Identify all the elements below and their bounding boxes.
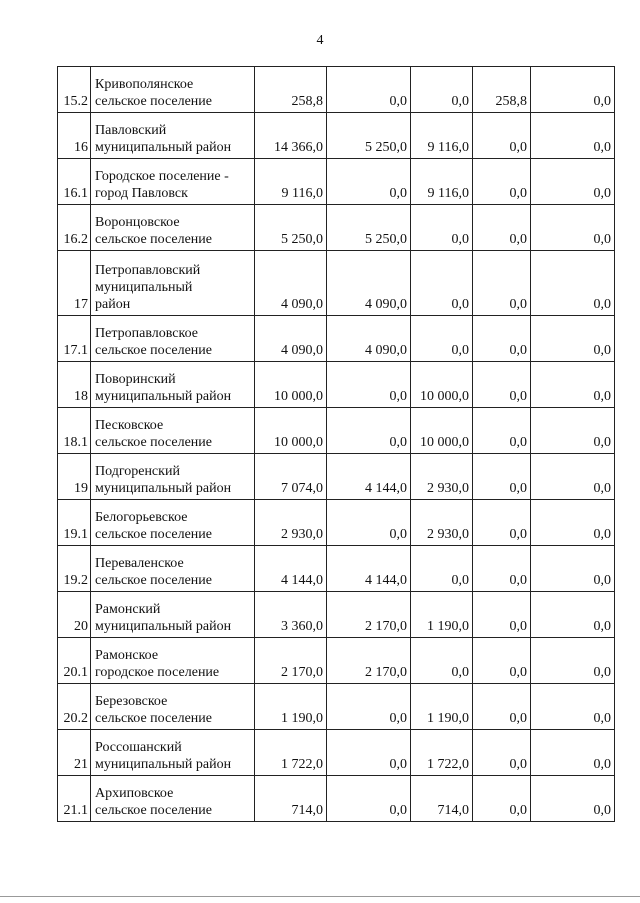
amount-cell-1: 2 930,0: [255, 500, 327, 546]
amount-cell-5: 0,0: [531, 205, 615, 251]
municipality-name-line: муниципальный район: [95, 389, 232, 404]
amount-cell-4: 0,0: [473, 638, 531, 684]
amount-cell-1: 1 190,0: [255, 684, 327, 730]
table-row: [58, 362, 615, 408]
amount-cell-1: 9 116,0: [255, 159, 327, 205]
amount-cell-1: 10 000,0: [255, 408, 327, 454]
amount-cell-2: 4 090,0: [327, 316, 411, 362]
amount-cell-5: 0,0: [531, 362, 615, 408]
row-index: 18.1: [58, 408, 91, 454]
municipality-name-line: Петропавловское: [95, 326, 198, 341]
row-index: 19.1: [58, 500, 91, 546]
municipality-name: [91, 67, 255, 113]
municipality-name-line: Подгоренский: [95, 464, 180, 479]
municipality-name: [91, 408, 255, 454]
row-index: 16.2: [58, 205, 91, 251]
amount-cell-1: 258,8: [255, 67, 327, 113]
table-row: [58, 638, 615, 684]
amount-cell-1: 10 000,0: [255, 362, 327, 408]
amount-cell-5: 0,0: [531, 408, 615, 454]
municipality-name-line: сельское поселение: [95, 803, 212, 818]
amount-cell-5: 0,0: [531, 251, 615, 316]
table-row: [58, 546, 615, 592]
amount-cell-2: 0,0: [327, 159, 411, 205]
amount-cell-5: 0,0: [531, 316, 615, 362]
table-row: [58, 251, 615, 316]
amount-cell-3: 1 722,0: [411, 730, 473, 776]
amount-cell-1: 4 090,0: [255, 316, 327, 362]
amount-cell-4: 0,0: [473, 684, 531, 730]
amount-cell-1: 4 090,0: [255, 251, 327, 316]
amount-cell-2: 0,0: [327, 362, 411, 408]
row-index: 18: [58, 362, 91, 408]
amount-cell-1: 14 366,0: [255, 113, 327, 159]
amount-cell-1: 2 170,0: [255, 638, 327, 684]
amount-cell-4: 0,0: [473, 251, 531, 316]
amount-cell-4: 0,0: [473, 159, 531, 205]
row-index: 21: [58, 730, 91, 776]
municipality-name-line: муниципальный район: [95, 140, 232, 155]
municipality-name: [91, 251, 255, 316]
amount-cell-2: 0,0: [327, 776, 411, 822]
page-number: 4: [316, 33, 324, 48]
municipality-name-line: сельское поселение: [95, 343, 212, 358]
table-row: [58, 776, 615, 822]
municipality-name-line: сельское поселение: [95, 435, 212, 450]
amount-cell-2: 0,0: [327, 408, 411, 454]
table-row: [58, 316, 615, 362]
amount-cell-3: 2 930,0: [411, 500, 473, 546]
amount-cell-2: 0,0: [327, 67, 411, 113]
amount-cell-3: 0,0: [411, 205, 473, 251]
row-index: 16: [58, 113, 91, 159]
municipality-name-line: Березовское: [95, 694, 168, 709]
municipality-name-line: Петропавловский: [95, 263, 201, 278]
amount-cell-1: 5 250,0: [255, 205, 327, 251]
municipality-name-line: город Павловск: [95, 186, 188, 201]
table-row: [58, 454, 615, 500]
row-index: 17: [58, 251, 91, 316]
municipality-name-line: сельское поселение: [95, 527, 212, 542]
row-index: 15.2: [58, 67, 91, 113]
amount-cell-4: 0,0: [473, 113, 531, 159]
amount-cell-5: 0,0: [531, 776, 615, 822]
footer-rule: [0, 896, 640, 897]
row-index: 20.2: [58, 684, 91, 730]
row-index: 17.1: [58, 316, 91, 362]
table-row: [58, 684, 615, 730]
amount-cell-3: 714,0: [411, 776, 473, 822]
amount-cell-4: 0,0: [473, 776, 531, 822]
municipality-name-line: Белогорьевское: [95, 510, 188, 525]
amount-cell-4: 0,0: [473, 316, 531, 362]
municipality-name-line: Воронцовское: [95, 215, 180, 230]
row-index: 21.1: [58, 776, 91, 822]
amount-cell-3: 1 190,0: [411, 684, 473, 730]
amount-cell-5: 0,0: [531, 730, 615, 776]
municipality-name-line: Рамонское: [95, 648, 159, 663]
amount-cell-2: 0,0: [327, 500, 411, 546]
amount-cell-4: 0,0: [473, 592, 531, 638]
amount-cell-5: 0,0: [531, 159, 615, 205]
municipality-name-line: Россошанский: [95, 740, 182, 755]
amount-cell-2: 4 090,0: [327, 251, 411, 316]
amount-cell-4: 0,0: [473, 205, 531, 251]
amount-cell-2: 0,0: [327, 684, 411, 730]
municipality-name-line: Песковское: [95, 418, 164, 433]
amount-cell-3: 0,0: [411, 251, 473, 316]
municipality-name: [91, 113, 255, 159]
row-index: 19: [58, 454, 91, 500]
municipality-name-line: Переваленское: [95, 556, 184, 571]
municipality-name: [91, 454, 255, 500]
municipality-name-line: сельское поселение: [95, 232, 212, 247]
municipality-name-line: Кривополянское: [95, 77, 194, 92]
amount-cell-2: 5 250,0: [327, 205, 411, 251]
municipality-name-line: Архиповское: [95, 786, 174, 801]
table-row: [58, 205, 615, 251]
municipality-name-line: Рамонский: [95, 602, 161, 617]
municipality-name: [91, 362, 255, 408]
amount-cell-4: 0,0: [473, 546, 531, 592]
municipality-name: [91, 776, 255, 822]
amount-cell-1: 7 074,0: [255, 454, 327, 500]
amount-cell-4: 0,0: [473, 408, 531, 454]
municipality-name: [91, 159, 255, 205]
amount-cell-2: 2 170,0: [327, 638, 411, 684]
amount-cell-1: 3 360,0: [255, 592, 327, 638]
amount-cell-3: 1 190,0: [411, 592, 473, 638]
row-index: 20: [58, 592, 91, 638]
row-index: 20.1: [58, 638, 91, 684]
table-row: [58, 500, 615, 546]
amount-cell-3: 9 116,0: [411, 113, 473, 159]
allocation-table: [57, 66, 615, 822]
municipality-name: [91, 205, 255, 251]
amount-cell-4: 0,0: [473, 454, 531, 500]
municipality-name-line: муниципальный район: [95, 481, 232, 496]
amount-cell-5: 0,0: [531, 592, 615, 638]
table-row: [58, 730, 615, 776]
amount-cell-5: 0,0: [531, 67, 615, 113]
amount-cell-3: 0,0: [411, 316, 473, 362]
municipality-name: [91, 638, 255, 684]
municipality-name: [91, 592, 255, 638]
amount-cell-2: 4 144,0: [327, 454, 411, 500]
municipality-name-line: городское поселение: [95, 665, 220, 680]
amount-cell-3: 10 000,0: [411, 362, 473, 408]
amount-cell-5: 0,0: [531, 546, 615, 592]
municipality-name-line: Павловский: [95, 123, 167, 138]
municipality-name: [91, 546, 255, 592]
amount-cell-5: 0,0: [531, 454, 615, 500]
amount-cell-3: 0,0: [411, 638, 473, 684]
municipality-name: [91, 500, 255, 546]
amount-cell-5: 0,0: [531, 684, 615, 730]
amount-cell-2: 4 144,0: [327, 546, 411, 592]
amount-cell-1: 4 144,0: [255, 546, 327, 592]
table-row: [58, 113, 615, 159]
table-row: [58, 67, 615, 113]
amount-cell-3: 9 116,0: [411, 159, 473, 205]
municipality-name: [91, 316, 255, 362]
amount-cell-5: 0,0: [531, 638, 615, 684]
amount-cell-4: 0,0: [473, 500, 531, 546]
amount-cell-2: 5 250,0: [327, 113, 411, 159]
row-index: 19.2: [58, 546, 91, 592]
municipality-name-line: сельское поселение: [95, 711, 212, 726]
table-row: [58, 592, 615, 638]
municipality-name: [91, 684, 255, 730]
municipality-name-line: Поворинский: [95, 372, 176, 387]
municipality-name: [91, 730, 255, 776]
amount-cell-1: 1 722,0: [255, 730, 327, 776]
municipality-name-line: муниципальный: [95, 280, 193, 295]
amount-cell-2: 0,0: [327, 730, 411, 776]
municipality-name-line: муниципальный район: [95, 757, 232, 772]
amount-cell-4: 0,0: [473, 730, 531, 776]
municipality-name-line: сельское поселение: [95, 573, 212, 588]
municipality-name-line: район: [95, 297, 131, 312]
amount-cell-4: 0,0: [473, 362, 531, 408]
amount-cell-5: 0,0: [531, 500, 615, 546]
municipality-name-line: сельское поселение: [95, 94, 212, 109]
municipality-name-line: муниципальный район: [95, 619, 232, 634]
amount-cell-2: 2 170,0: [327, 592, 411, 638]
amount-cell-5: 0,0: [531, 113, 615, 159]
table-row: [58, 408, 615, 454]
amount-cell-4: 258,8: [473, 67, 531, 113]
amount-cell-3: 2 930,0: [411, 454, 473, 500]
municipality-name-line: Городское поселение -: [95, 169, 229, 184]
table-body: [58, 67, 615, 822]
row-index: 16.1: [58, 159, 91, 205]
amount-cell-1: 714,0: [255, 776, 327, 822]
amount-cell-3: 10 000,0: [411, 408, 473, 454]
amount-cell-3: 0,0: [411, 67, 473, 113]
table-row: [58, 159, 615, 205]
amount-cell-3: 0,0: [411, 546, 473, 592]
